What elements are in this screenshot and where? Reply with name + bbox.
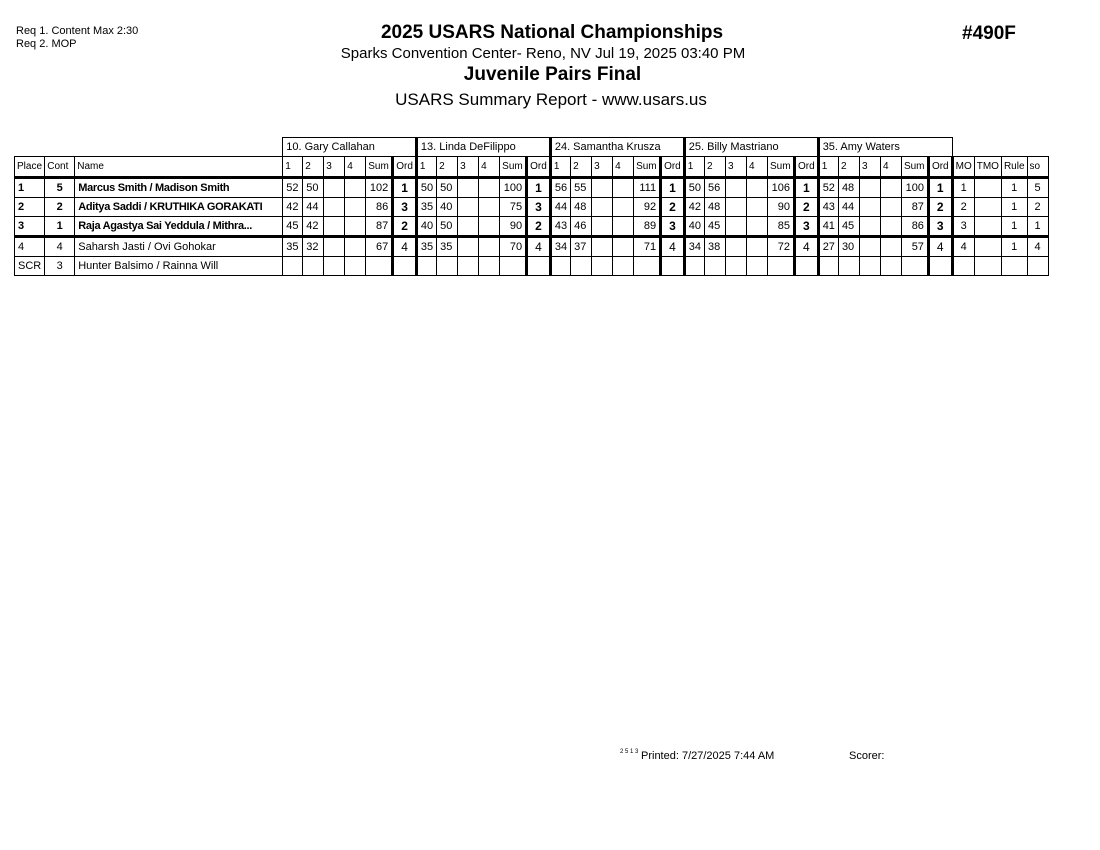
score-4 [880, 198, 901, 217]
score-4 [345, 178, 366, 198]
col-judge-3: 3 [726, 157, 747, 178]
competitor-name: Hunter Balsimo / Rainna Will [75, 257, 283, 276]
competitor-name: Raja Agastya Sai Yeddula / Mithra... [75, 217, 283, 237]
mo-cell: 3 [952, 217, 974, 237]
sum-cell: 106 [768, 178, 795, 198]
so-cell: 4 [1027, 237, 1048, 257]
score-2: 45 [838, 217, 859, 237]
score-3 [859, 198, 880, 217]
score-1: 35 [283, 237, 303, 257]
table-row [15, 257, 1049, 276]
score-1: 56 [550, 178, 570, 198]
score-1: 52 [818, 178, 838, 198]
col-name: Name [75, 157, 283, 178]
score-3 [592, 217, 613, 237]
score-1 [416, 257, 436, 276]
score-1: 40 [684, 217, 704, 237]
col-judge-2: 2 [705, 157, 726, 178]
col-tmo: TMO [974, 157, 1001, 178]
col-mo: MO [952, 157, 974, 178]
judge-name: 10. Gary Callahan [283, 138, 417, 157]
score-1: 35 [416, 198, 436, 217]
score-3 [324, 237, 345, 257]
col-judge-3: 3 [592, 157, 613, 178]
score-1: 45 [283, 217, 303, 237]
score-1: 43 [550, 217, 570, 237]
sum-cell: 90 [768, 198, 795, 217]
col-judge-ord: Ord [661, 157, 685, 178]
rule-cell: 1 [1001, 237, 1027, 257]
judge-name: 25. Billy Mastriano [684, 138, 818, 157]
ordinal-cell [661, 257, 685, 276]
ordinal-cell: 4 [928, 237, 952, 257]
score-3 [592, 198, 613, 217]
col-judge-4: 4 [345, 157, 366, 178]
score-1: 50 [684, 178, 704, 198]
col-judge-sum: Sum [634, 157, 661, 178]
score-3 [324, 257, 345, 276]
score-2: 46 [571, 217, 592, 237]
col-judge-2: 2 [303, 157, 324, 178]
ordinal-cell [393, 257, 417, 276]
sum-cell: 89 [634, 217, 661, 237]
score-2 [303, 257, 324, 276]
cont-cell: 4 [45, 237, 75, 257]
score-4 [345, 257, 366, 276]
ordinal-cell: 1 [661, 178, 685, 198]
ordinal-cell: 3 [928, 217, 952, 237]
col-judge-1: 1 [550, 157, 570, 178]
ordinal-cell [795, 257, 819, 276]
place-cell: 1 [15, 178, 45, 198]
score-2: 55 [571, 178, 592, 198]
score-1: 41 [818, 217, 838, 237]
tmo-cell [974, 178, 1001, 198]
score-4 [479, 178, 500, 198]
score-2 [838, 257, 859, 276]
score-3 [592, 257, 613, 276]
score-1: 50 [416, 178, 436, 198]
mo-cell: 2 [952, 198, 974, 217]
score-3 [859, 217, 880, 237]
competitor-name: Aditya Saddi / KRUTHIKA GORAKATI [75, 198, 283, 217]
col-judge-sum: Sum [901, 157, 928, 178]
score-4 [747, 217, 768, 237]
score-2 [705, 257, 726, 276]
judge-header-row [15, 138, 1049, 157]
col-judge-sum: Sum [768, 157, 795, 178]
score-2: 40 [437, 198, 458, 217]
score-2: 48 [571, 198, 592, 217]
so-cell: 5 [1027, 178, 1048, 198]
scorer-label: Scorer: [849, 750, 885, 762]
score-1: 34 [550, 237, 570, 257]
col-judge-4: 4 [880, 157, 901, 178]
score-3 [859, 178, 880, 198]
ordinal-cell: 4 [661, 237, 685, 257]
ordinal-cell: 3 [393, 198, 417, 217]
cont-cell: 5 [45, 178, 75, 198]
score-4 [880, 237, 901, 257]
score-2: 50 [303, 178, 324, 198]
ordinal-cell: 2 [527, 217, 551, 237]
col-judge-4: 4 [613, 157, 634, 178]
sum-cell: 57 [901, 237, 928, 257]
score-3 [458, 178, 479, 198]
score-2: 32 [303, 237, 324, 257]
score-3 [592, 237, 613, 257]
rule-cell: 1 [1001, 178, 1027, 198]
ordinal-cell: 3 [527, 198, 551, 217]
sum-cell: 100 [901, 178, 928, 198]
score-1: 43 [818, 198, 838, 217]
sum-cell: 92 [634, 198, 661, 217]
score-3 [458, 217, 479, 237]
cont-cell: 1 [45, 217, 75, 237]
score-4 [479, 237, 500, 257]
score-1: 35 [416, 237, 436, 257]
score-2: 38 [705, 237, 726, 257]
col-judge-1: 1 [684, 157, 704, 178]
score-3 [458, 237, 479, 257]
ordinal-cell: 1 [795, 178, 819, 198]
sum-cell: 72 [768, 237, 795, 257]
score-4 [880, 257, 901, 276]
col-judge-sum: Sum [500, 157, 527, 178]
report-line: USARS Summary Report - www.usars.us [395, 90, 707, 109]
col-place: Place [15, 157, 45, 178]
col-judge-1: 1 [416, 157, 436, 178]
table-row [15, 198, 1049, 217]
score-2: 42 [303, 217, 324, 237]
score-2: 44 [838, 198, 859, 217]
sum-cell: 86 [366, 198, 393, 217]
score-4 [345, 237, 366, 257]
ordinal-cell: 1 [527, 178, 551, 198]
sum-cell [500, 257, 527, 276]
col-rule: Rule [1001, 157, 1027, 178]
score-1 [550, 257, 570, 276]
results-table [14, 137, 1049, 276]
score-4 [479, 257, 500, 276]
score-4 [747, 257, 768, 276]
col-judge-2: 2 [571, 157, 592, 178]
col-judge-ord: Ord [795, 157, 819, 178]
score-3 [324, 178, 345, 198]
so-cell [1027, 257, 1048, 276]
score-4 [345, 217, 366, 237]
score-2 [437, 257, 458, 276]
score-1: 27 [818, 237, 838, 257]
score-2: 48 [705, 198, 726, 217]
col-judge-1: 1 [283, 157, 303, 178]
so-cell: 2 [1027, 198, 1048, 217]
sum-cell: 90 [500, 217, 527, 237]
cont-cell: 2 [45, 198, 75, 217]
ordinal-cell [527, 257, 551, 276]
sum-cell: 75 [500, 198, 527, 217]
event-number: #490F [962, 23, 1016, 44]
score-3 [726, 237, 747, 257]
place-cell: 2 [15, 198, 45, 217]
score-1 [818, 257, 838, 276]
ordinal-cell: 4 [795, 237, 819, 257]
score-2: 37 [571, 237, 592, 257]
score-4 [345, 198, 366, 217]
score-4 [613, 217, 634, 237]
col-judge-3: 3 [324, 157, 345, 178]
venue-line: Sparks Convention Center- Reno, NV Jul 19, 2025 03:40 PM [340, 45, 746, 62]
tmo-cell [974, 198, 1001, 217]
score-3 [726, 198, 747, 217]
score-4 [613, 198, 634, 217]
mo-cell: 4 [952, 237, 974, 257]
score-3 [859, 257, 880, 276]
col-judge-ord: Ord [527, 157, 551, 178]
competitor-name: Marcus Smith / Madison Smith [75, 178, 283, 198]
score-1 [684, 257, 704, 276]
place-cell: 3 [15, 217, 45, 237]
cont-cell: 3 [45, 257, 75, 276]
place-cell: 4 [15, 237, 45, 257]
ordinal-cell [928, 257, 952, 276]
ordinal-cell: 4 [527, 237, 551, 257]
judge-name: 13. Linda DeFilippo [416, 138, 550, 157]
score-3 [592, 178, 613, 198]
rule-cell: 1 [1001, 198, 1027, 217]
sum-cell: 85 [768, 217, 795, 237]
sum-cell [634, 257, 661, 276]
score-4 [880, 178, 901, 198]
score-4 [613, 237, 634, 257]
requirement-1: Req 1. Content Max 2:30 [16, 25, 139, 37]
rule-cell [1001, 257, 1027, 276]
sum-cell: 67 [366, 237, 393, 257]
ordinal-cell: 1 [928, 178, 952, 198]
score-2 [571, 257, 592, 276]
table-row [15, 217, 1049, 237]
sum-cell [901, 257, 928, 276]
event-name: Juvenile Pairs Final [463, 64, 642, 85]
score-3 [458, 257, 479, 276]
score-4 [613, 257, 634, 276]
ordinal-cell: 2 [393, 217, 417, 237]
judge-row-spacer [15, 138, 283, 157]
sum-cell: 87 [366, 217, 393, 237]
judge-row-spacer [952, 138, 1048, 157]
score-3 [324, 217, 345, 237]
score-3 [726, 178, 747, 198]
sum-cell: 70 [500, 237, 527, 257]
sum-cell: 71 [634, 237, 661, 257]
score-2: 45 [705, 217, 726, 237]
score-2: 48 [838, 178, 859, 198]
score-4 [747, 237, 768, 257]
score-3 [324, 198, 345, 217]
score-3 [726, 217, 747, 237]
col-judge-1: 1 [818, 157, 838, 178]
score-1: 40 [416, 217, 436, 237]
col-judge-2: 2 [838, 157, 859, 178]
score-3 [726, 257, 747, 276]
score-1: 44 [550, 198, 570, 217]
ordinal-cell: 4 [393, 237, 417, 257]
competitor-name: Saharsh Jasti / Ovi Gohokar [75, 237, 283, 257]
score-4 [479, 198, 500, 217]
score-1: 42 [283, 198, 303, 217]
sum-cell [768, 257, 795, 276]
score-2: 50 [437, 178, 458, 198]
score-1 [283, 257, 303, 276]
col-cont: Cont [45, 157, 75, 178]
sum-cell: 100 [500, 178, 527, 198]
mo-cell [952, 257, 974, 276]
so-cell: 1 [1027, 217, 1048, 237]
sum-cell: 102 [366, 178, 393, 198]
ordinal-cell: 2 [661, 198, 685, 217]
page-title: 2025 USARS National Championships [380, 22, 724, 43]
score-3 [859, 237, 880, 257]
footer-code: 2 5 1 3 [620, 749, 639, 755]
tmo-cell [974, 257, 1001, 276]
tmo-cell [974, 237, 1001, 257]
ordinal-cell: 2 [795, 198, 819, 217]
col-judge-ord: Ord [928, 157, 952, 178]
score-2: 44 [303, 198, 324, 217]
judge-name: 24. Samantha Krusza [550, 138, 684, 157]
score-2: 35 [437, 237, 458, 257]
col-judge-4: 4 [479, 157, 500, 178]
rule-cell: 1 [1001, 217, 1027, 237]
score-1: 52 [283, 178, 303, 198]
ordinal-cell: 2 [928, 198, 952, 217]
col-judge-2: 2 [437, 157, 458, 178]
mo-cell: 1 [952, 178, 974, 198]
score-2: 56 [705, 178, 726, 198]
score-4 [479, 217, 500, 237]
sum-cell: 111 [634, 178, 661, 198]
column-header-row [15, 157, 1049, 178]
score-4 [747, 178, 768, 198]
col-judge-sum: Sum [366, 157, 393, 178]
score-4 [613, 178, 634, 198]
table-row [15, 178, 1049, 198]
score-4 [880, 217, 901, 237]
score-1: 42 [684, 198, 704, 217]
place-cell: SCR [15, 257, 45, 276]
score-2: 30 [838, 237, 859, 257]
table-row [15, 237, 1049, 257]
judge-name: 35. Amy Waters [818, 138, 952, 157]
col-judge-4: 4 [747, 157, 768, 178]
col-so: so [1027, 157, 1048, 178]
printed-timestamp: Printed: 7/27/2025 7:44 AM [641, 750, 775, 762]
col-judge-3: 3 [458, 157, 479, 178]
col-judge-ord: Ord [393, 157, 417, 178]
score-2: 50 [437, 217, 458, 237]
score-4 [747, 198, 768, 217]
score-3 [458, 198, 479, 217]
sum-cell: 86 [901, 217, 928, 237]
col-judge-3: 3 [859, 157, 880, 178]
sum-cell: 87 [901, 198, 928, 217]
requirement-2: Req 2. MOP [16, 38, 77, 50]
ordinal-cell: 3 [661, 217, 685, 237]
ordinal-cell: 3 [795, 217, 819, 237]
sum-cell [366, 257, 393, 276]
score-1: 34 [684, 237, 704, 257]
tmo-cell [974, 217, 1001, 237]
ordinal-cell: 1 [393, 178, 417, 198]
